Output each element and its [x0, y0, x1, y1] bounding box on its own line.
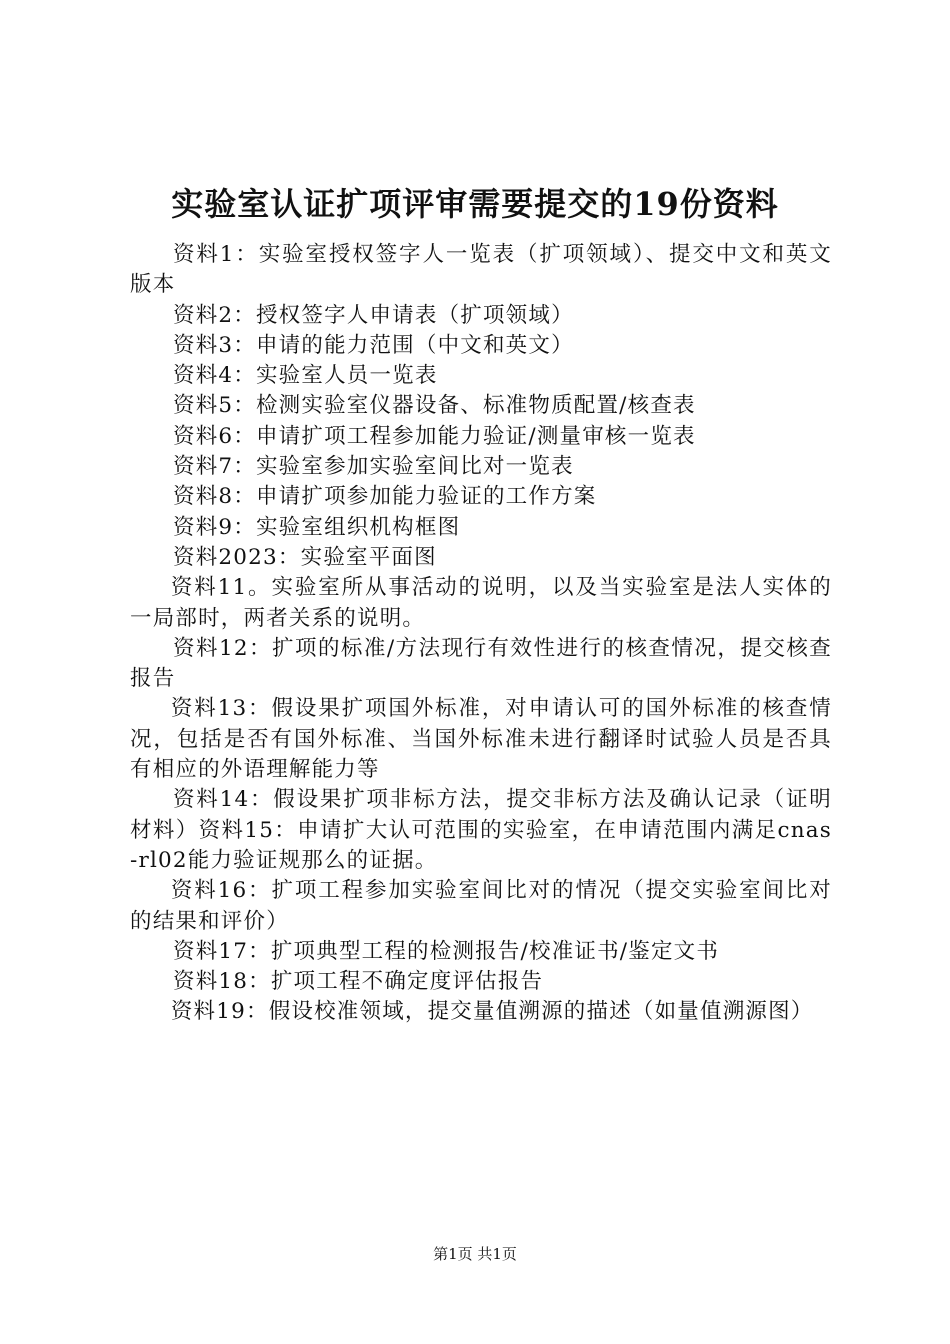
paragraph-5: 资料5：检测实验室仪器设备、标准物质配置/核查表 — [173, 393, 696, 419]
paragraph-11: 资料11。实验室所从事活动的说明，以及当实验室是法人实体的一局部时，两者关系的说明。 — [130, 575, 832, 631]
document-title: 实验室认证扩项评审需要提交的19份资料 — [171, 185, 779, 223]
paragraph-1: 资料1：实验室授权签字人一览表（扩项领域）、提交中文和英文版本 — [130, 242, 832, 298]
paragraph-16: 资料16：扩项工程参加实验室间比对的情况（提交实验室间比对的结果和评价） — [130, 878, 832, 934]
paragraph-19: 资料19：假设校准领域，提交量值溯源的描述（如量值溯源图） — [170, 999, 814, 1025]
paragraph-4: 资料4：实验室人员一览表 — [173, 363, 438, 389]
paragraph-8: 资料8：申请扩项参加能力验证的工作方案 — [173, 484, 597, 510]
paragraph-17: 资料17：扩项典型工程的检测报告/校准证书/鉴定文书 — [173, 938, 720, 964]
paragraph-3: 资料3：申请的能力范围（中文和英文） — [173, 332, 574, 358]
paragraph-13: 资料13：假设果扩项国外标准，对申请认可的国外标准的核查情况，包括是否有国外标准、当国外标准未进行翻译时试验人员是否具有相应的外语理解能力等 — [130, 696, 832, 783]
paragraph-10: 资料2023：实验室平面图 — [173, 544, 437, 570]
document-body — [130, 240, 832, 1028]
paragraph-12: 资料12：扩项的标准/方法现行有效性进行的核查情况，提交核查报告 — [130, 635, 832, 692]
paragraph-7: 资料7：实验室参加实验室间比对一览表 — [173, 454, 574, 480]
paragraph-9: 资料9：实验室组织机构框图 — [173, 514, 461, 540]
page-footer: 第1页 共1页 — [433, 1245, 517, 1263]
paragraph-6: 资料6：申请扩项工程参加能力验证/测量审核一览表 — [173, 423, 696, 449]
paragraph-2: 资料2：授权签字人申请表（扩项领域） — [173, 302, 574, 328]
paragraph-18: 资料18：扩项工程不确定度评估报告 — [173, 969, 544, 995]
paragraph-14: 资料14：假设果扩项非标方法，提交非标方法及确认记录（证明材料）资料15：申请扩大认可范围的实验室，在申请范围内满足cnas-rl02能力验证规那么的证据。 — [130, 787, 832, 873]
